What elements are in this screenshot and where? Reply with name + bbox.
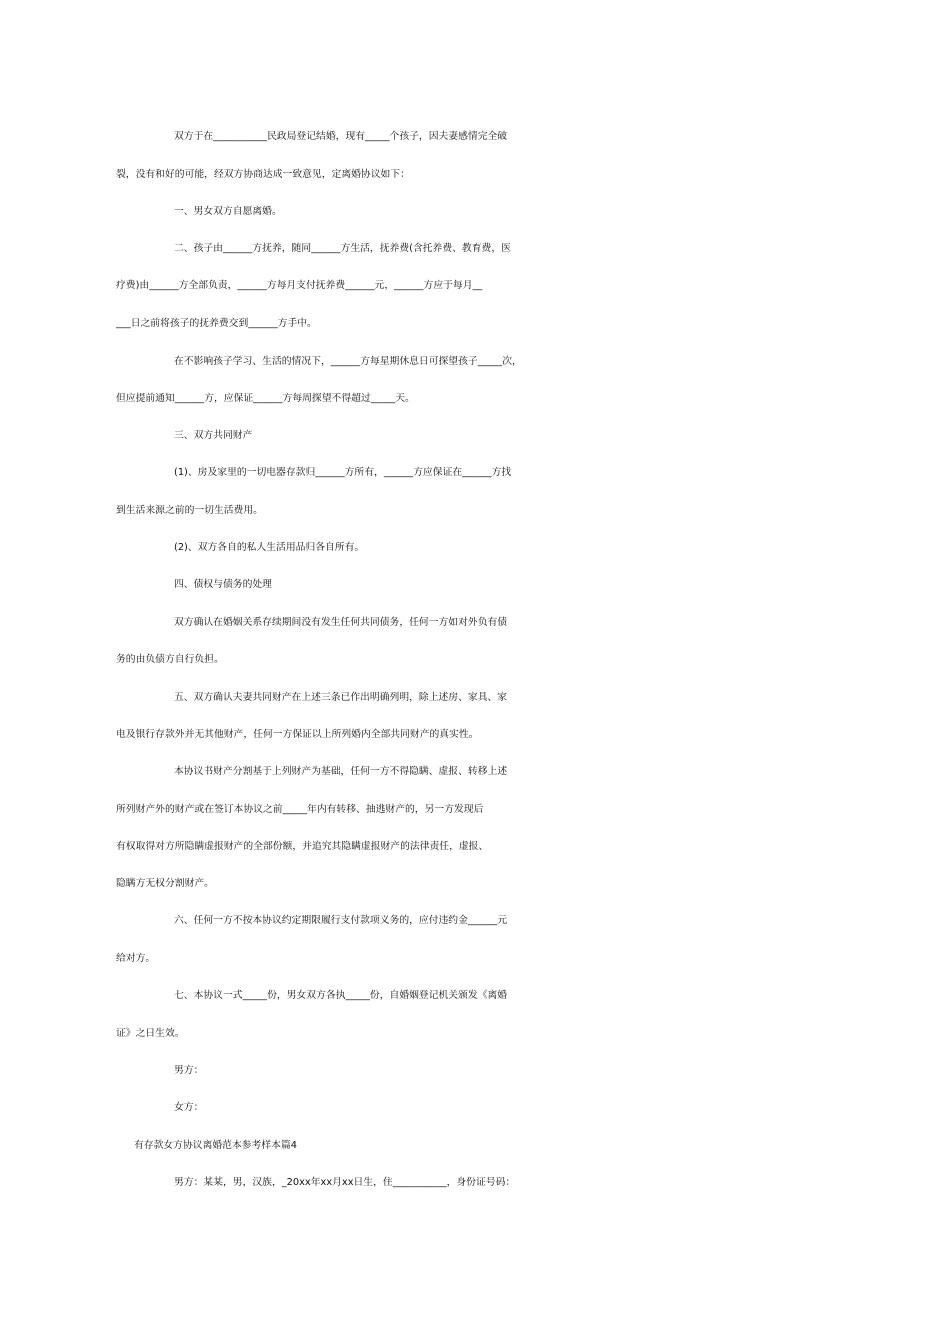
text-line: 有权取得对方所隐瞒虚报财产的全部份额，并追究其隐瞒虚报财产的法律责任，虚报、 xyxy=(116,841,489,852)
text-line: 七、本协议一式_____份，男女双方各执_____份，自婚姻登记机关颁发《离婚 xyxy=(174,990,508,1001)
text-line: 一、男女双方自愿离婚。 xyxy=(174,206,282,217)
text-line: 务的由负债方自行负担。 xyxy=(116,654,224,665)
signature-male-label: 男方： xyxy=(174,1065,204,1076)
text-line: 双方于在___________民政局登记结婚，现有_____个孩子，因夫妻感情完全破 xyxy=(174,131,508,142)
text-line: 六、任何一方不按本协议约定期限履行支付款项义务的，应付违约金______元 xyxy=(174,915,508,926)
text-line: 二、孩子由______方抚养，随同______方生活，抚养费(含托养费、教育费，医 xyxy=(174,243,511,254)
section-heading: 四、债权与债务的处理 xyxy=(174,579,272,590)
text-line: 男方：某某，男，汉族，_20xx年xx月xx日生，住___________，身份证号码： xyxy=(174,1177,516,1188)
text-line: ___日之前将孩子的抚养费交到______方手中。 xyxy=(116,318,317,329)
text-line: (2)、双方各自的私人生活用品归各自所有。 xyxy=(174,542,365,553)
text-line: 在不影响孩子学习、生活的情况下，______方每星期休息日可探望孩子_____次， xyxy=(174,356,522,367)
text-line: 但应提前通知______方，应保证______方每周探望不得超过_____天。 xyxy=(116,393,415,404)
text-line: 所列财产外的财产或在签订本协议之前_____年内有转移、抽逃财产的，另一方发现后 xyxy=(116,804,484,815)
text-line: 给对方。 xyxy=(116,953,156,964)
text-line: 隐瞒方无权分割财产。 xyxy=(116,878,214,889)
text-line: 五、双方确认夫妻共同财产在上述三条已作出明确列明，除上述房、家具、家 xyxy=(174,692,508,703)
signature-female-label: 女方： xyxy=(174,1102,204,1113)
section-title: 有存款女方协议离婚范本参考样本篇4 xyxy=(134,1140,297,1151)
text-line: 本协议书财产分割基于上列财产为基础，任何一方不得隐瞒、虚报、转移上述 xyxy=(174,766,508,777)
section-heading: 三、双方共同财产 xyxy=(174,430,253,441)
text-line: 裂，没有和好的可能，经双方协商达成一致意见，定离婚协议如下： xyxy=(116,169,410,180)
text-line: 双方确认在婚姻关系存续期间没有发生任何共同债务，任何一方如对外负有债 xyxy=(174,617,508,628)
text-line: 疗费)由______方全部负责，______方每月支付抚养费______元，______方应于每月__ xyxy=(116,280,483,291)
text-line: 到生活来源之前的一切生活费用。 xyxy=(116,505,263,516)
text-line: (1)、房及家里的一切电器存款归______方所有，______方应保证在______方找 xyxy=(174,467,512,478)
text-line: 电及银行存款外并无其他财产，任何一方保证以上所列婚内全部共同财产的真实性。 xyxy=(116,729,479,740)
text-line: 证》之日生效。 xyxy=(116,1028,185,1039)
